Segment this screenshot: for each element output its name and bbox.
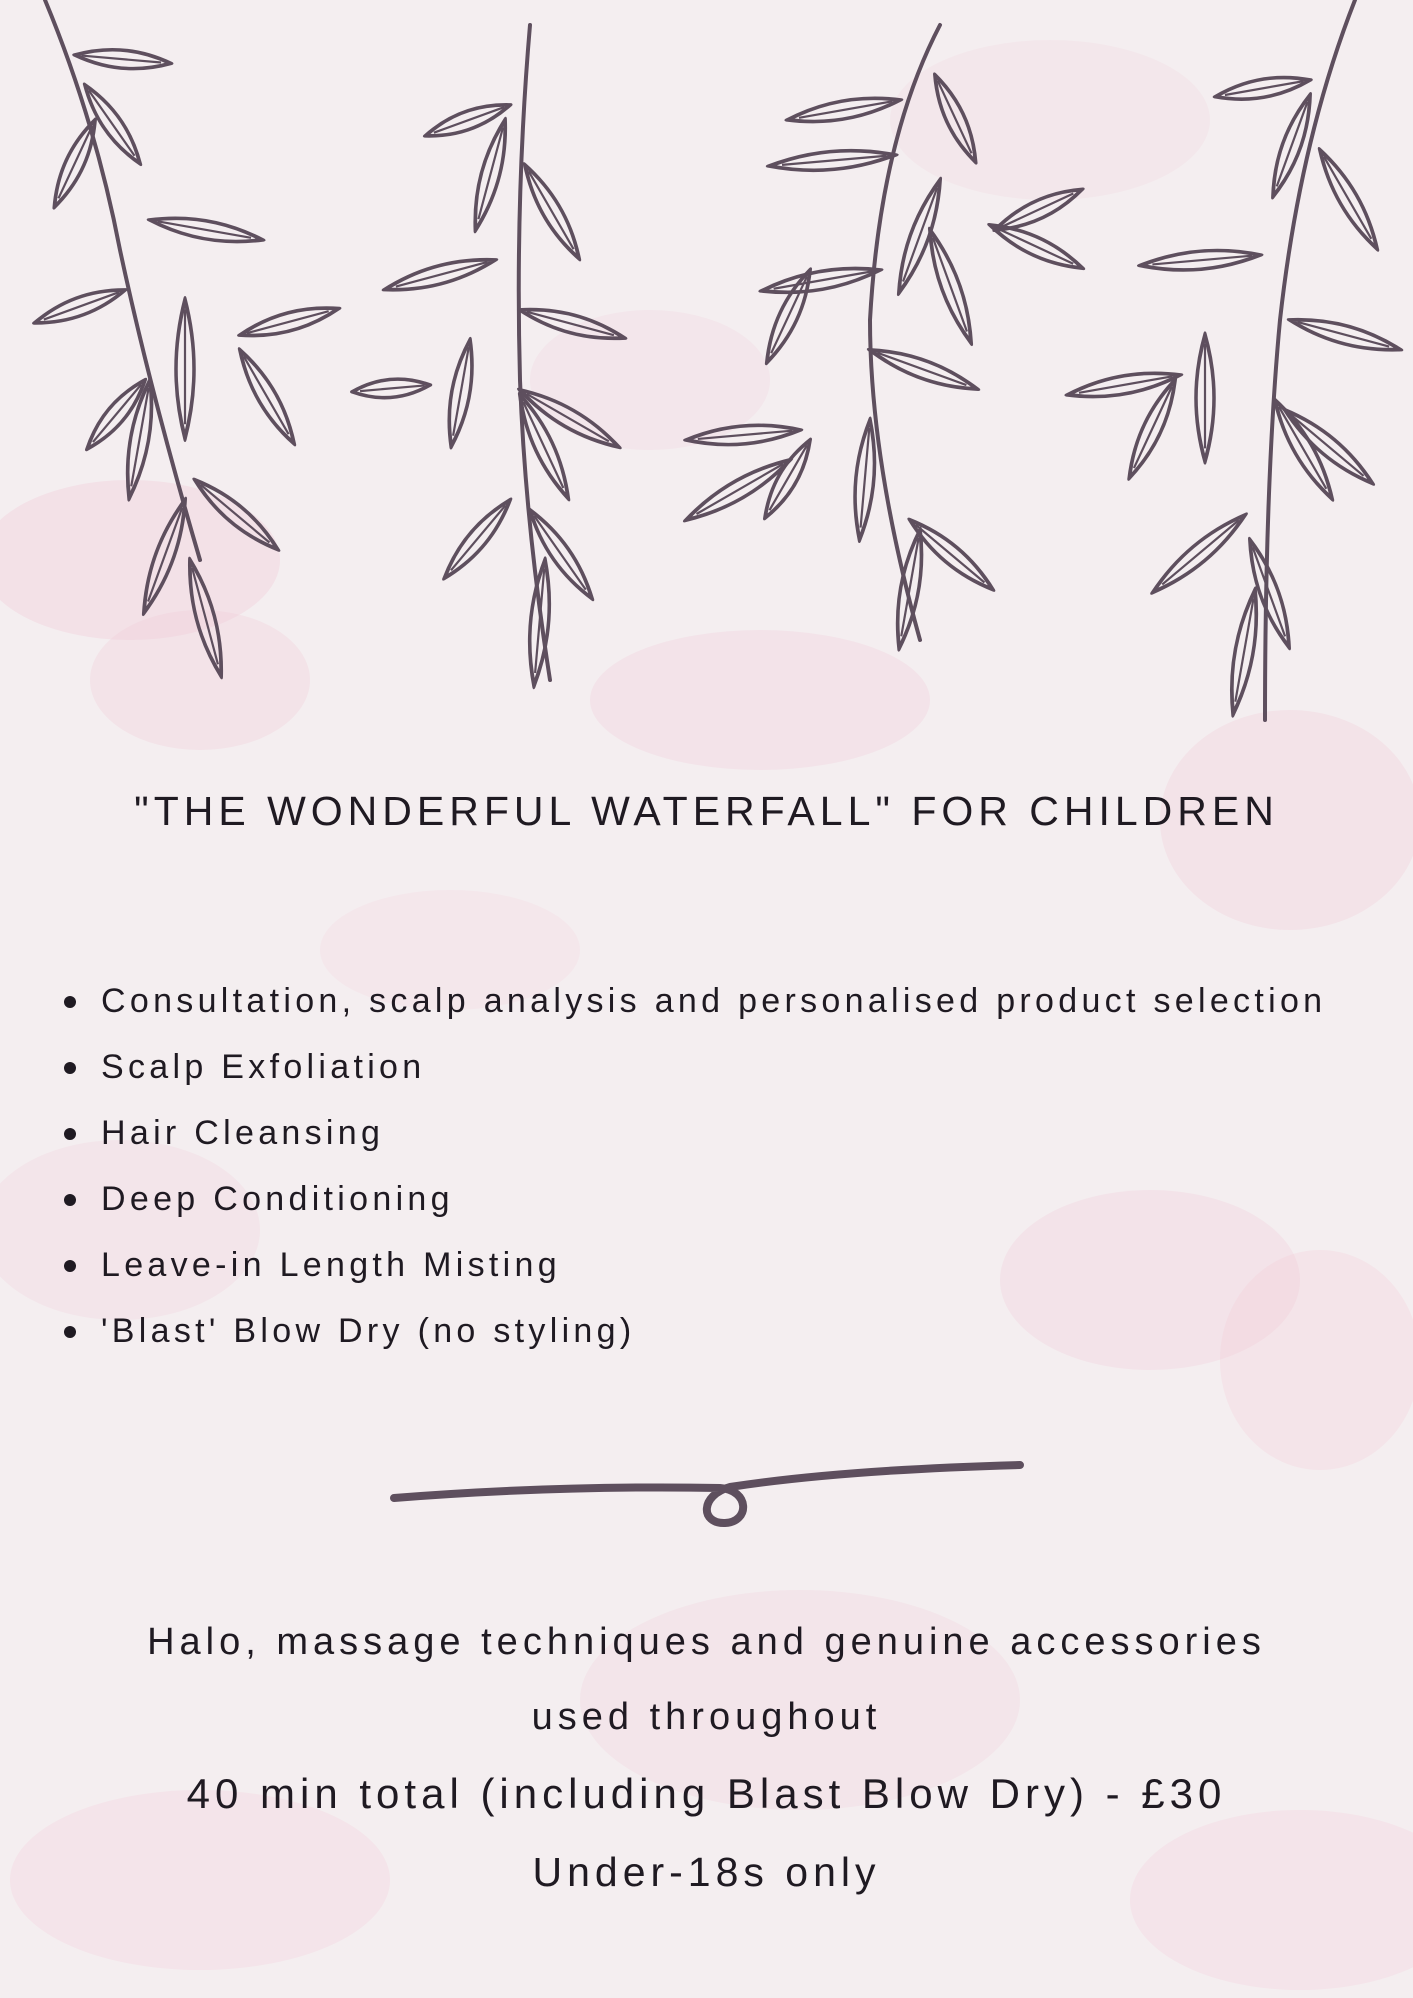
bullet-icon bbox=[64, 1260, 76, 1272]
branch-leaves-1 bbox=[32, 46, 341, 678]
service-item-label: Deep Conditioning bbox=[101, 1180, 454, 1218]
list-item bbox=[60, 1232, 1326, 1298]
page-title: "THE WONDERFUL WATERFALL" FOR CHILDREN bbox=[134, 788, 1279, 834]
list-item bbox=[60, 1034, 1326, 1100]
branch-leaves-4 bbox=[1066, 71, 1402, 716]
bullet-icon bbox=[64, 1194, 76, 1206]
list-item bbox=[60, 1166, 1326, 1232]
service-item-label: Consultation, scalp analysis and personalised product selection bbox=[101, 982, 1327, 1020]
duration-price: 40 min total (including Blast Blow Dry) - £30 bbox=[186, 1770, 1227, 1817]
footer-info bbox=[0, 1605, 1413, 1911]
branch-leaves-3 bbox=[682, 71, 1087, 650]
service-item-label: Leave-in Length Misting bbox=[101, 1246, 561, 1284]
list-item bbox=[60, 1298, 1326, 1364]
bullet-icon bbox=[64, 996, 76, 1008]
branch-stem-1 bbox=[45, 0, 200, 560]
eligibility-note: Under-18s only bbox=[532, 1849, 881, 1895]
bullet-icon bbox=[64, 1326, 76, 1338]
list-item bbox=[60, 1100, 1326, 1166]
accessories-note: Halo, massage techniques and genuine accessories used throughout bbox=[147, 1621, 1266, 1738]
service-item-label: Scalp Exfoliation bbox=[101, 1048, 426, 1086]
list-item bbox=[60, 968, 1326, 1034]
bullet-icon bbox=[64, 1128, 76, 1140]
bullet-icon bbox=[64, 1062, 76, 1074]
branch-leaves-2 bbox=[352, 97, 627, 687]
service-item-label: 'Blast' Blow Dry (no styling) bbox=[101, 1312, 636, 1350]
branch-stem-2 bbox=[519, 25, 550, 680]
service-list bbox=[60, 968, 1326, 1364]
hanging-leaf-branches bbox=[0, 0, 1413, 760]
looped-divider-icon bbox=[380, 1440, 1040, 1530]
service-item-label: Hair Cleansing bbox=[101, 1114, 385, 1152]
